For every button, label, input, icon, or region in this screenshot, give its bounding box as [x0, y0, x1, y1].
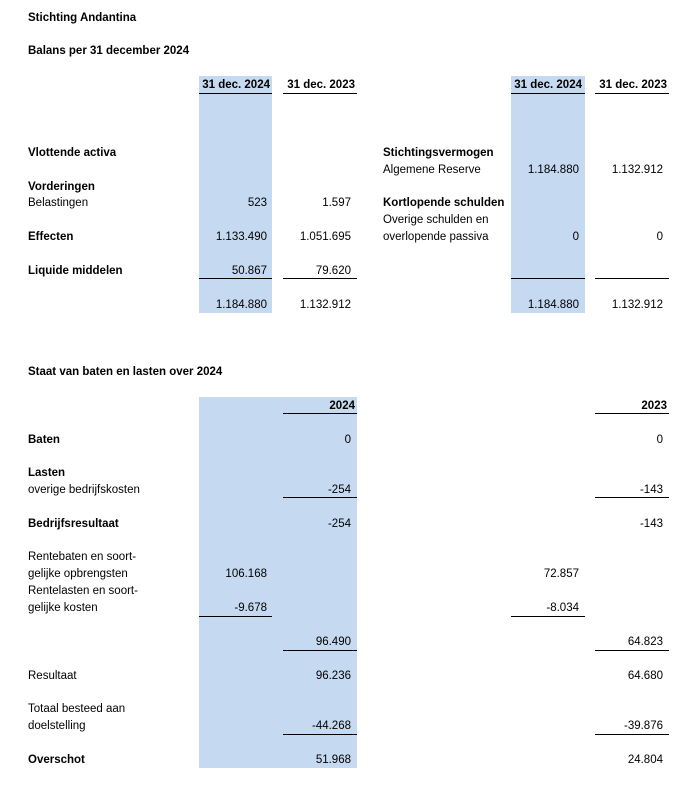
besteed-2023: -39.876	[623, 720, 663, 732]
overschot-label: Overschot	[28, 754, 85, 766]
vlottende-activa-label: Vlottende activa	[28, 147, 117, 159]
rentelasten-label-line1: Rentelasten en soort-	[28, 585, 138, 597]
assets-col-2024-underline	[199, 93, 272, 94]
liabilities-col-2024-header: 31 dec. 2024	[514, 79, 582, 91]
resultaat-2023: 64.680	[627, 670, 663, 682]
income-col-2024-header: 2024	[329, 400, 355, 412]
besteed-2024-rule	[283, 734, 357, 735]
rentelasten-label-line2: gelijke kosten	[28, 602, 98, 614]
besteed-2023-rule	[595, 734, 669, 735]
bedrijfsresultaat-label: Bedrijfsresultaat	[28, 518, 119, 530]
liabilities-total-2024: 1.184.880	[527, 299, 579, 311]
liquide-2023: 79.620	[315, 265, 351, 277]
vorderingen-label: Vorderingen	[28, 181, 95, 193]
baten-label: Baten	[28, 434, 60, 446]
rentelasten-2023: -8.034	[546, 602, 579, 614]
overige-kosten-2024-rule	[283, 497, 357, 498]
overige-schulden-label-line2: overlopende passiva	[383, 231, 489, 243]
org-name: Stichting Andantina	[28, 12, 137, 24]
rentelasten-2023-rule	[511, 616, 585, 617]
rentelasten-2024-rule	[199, 616, 272, 617]
financieel-2023-rule	[595, 650, 669, 651]
liabilities-2024-total-rule	[511, 278, 585, 279]
resultaat-2024: 96.236	[315, 670, 351, 682]
effecten-2024: 1.133.490	[215, 231, 267, 243]
rentebaten-2023: 72.857	[543, 568, 579, 580]
bedrijfsresultaat-2024: -254	[327, 518, 351, 530]
income-title: Staat van baten en lasten over 2024	[28, 366, 223, 378]
financieel-2024-rule	[283, 650, 357, 651]
lasten-label: Lasten	[28, 467, 66, 479]
income-2024-shade	[199, 397, 357, 768]
liabilities-col-2024-underline	[511, 93, 585, 94]
financieel-2024: 96.490	[315, 636, 351, 648]
assets-col-2023-header: 31 dec. 2023	[287, 79, 355, 91]
baten-2024: 0	[344, 434, 351, 446]
besteed-label-line2: doelstelling	[28, 720, 86, 732]
liabilities-total-2023: 1.132.912	[611, 299, 663, 311]
assets-2024-total-rule	[199, 278, 272, 279]
effecten-label: Effecten	[28, 231, 74, 243]
balance-title: Balans per 31 december 2024	[28, 45, 190, 57]
rentelasten-2024: -9.678	[234, 602, 267, 614]
liquide-label: Liquide middelen	[28, 265, 123, 277]
assets-total-2024: 1.184.880	[215, 299, 267, 311]
reserve-2024: 1.184.880	[527, 164, 579, 176]
overige-kosten-2023: -143	[639, 484, 663, 496]
besteed-2024: -44.268	[311, 720, 351, 732]
resultaat-label: Resultaat	[28, 670, 77, 682]
overschot-2023: 24.804	[627, 754, 663, 766]
rentebaten-label-line1: Rentebaten en soort-	[28, 551, 137, 563]
stichtingsvermogen-label: Stichtingsvermogen	[383, 147, 494, 159]
overige-kosten-label: overige bedrijfskosten	[28, 484, 140, 496]
belastingen-label: Belastingen	[28, 197, 89, 209]
overschot-2024: 51.968	[315, 754, 351, 766]
rentebaten-label-line2: gelijke opbrengsten	[28, 568, 128, 580]
overige-kosten-2024: -254	[327, 484, 351, 496]
liquide-2024: 50.867	[231, 265, 267, 277]
liabilities-col-2023-header: 31 dec. 2023	[599, 79, 667, 91]
belastingen-2023: 1.597	[322, 197, 351, 209]
overige-kosten-2023-rule	[595, 497, 669, 498]
overige-schulden-2024: 0	[572, 231, 579, 243]
income-col-2023-underline	[595, 413, 669, 414]
assets-col-2024-header: 31 dec. 2024	[202, 79, 270, 91]
income-col-2023-header: 2023	[641, 400, 667, 412]
assets-total-2023: 1.132.912	[299, 299, 351, 311]
income-col-2024-underline	[283, 413, 357, 414]
effecten-2023: 1.051.695	[299, 231, 351, 243]
algemene-reserve-label: Algemene Reserve	[383, 164, 481, 176]
kortlopende-schulden-label: Kortlopende schulden	[383, 197, 505, 209]
bedrijfsresultaat-2023: -143	[639, 518, 663, 530]
assets-col-2023-underline	[283, 93, 357, 94]
liabilities-2023-total-rule	[595, 278, 669, 279]
overige-schulden-label-line1: Overige schulden en	[383, 214, 489, 226]
besteed-label-line1: Totaal besteed aan	[28, 703, 126, 715]
rentebaten-2024: 106.168	[225, 568, 267, 580]
assets-2023-total-rule	[283, 278, 357, 279]
financieel-2023: 64.823	[627, 636, 663, 648]
liabilities-col-2023-underline	[595, 93, 669, 94]
reserve-2023: 1.132.912	[611, 164, 663, 176]
overige-schulden-2023: 0	[656, 231, 663, 243]
belastingen-2024: 523	[247, 197, 267, 209]
baten-2023: 0	[656, 434, 663, 446]
